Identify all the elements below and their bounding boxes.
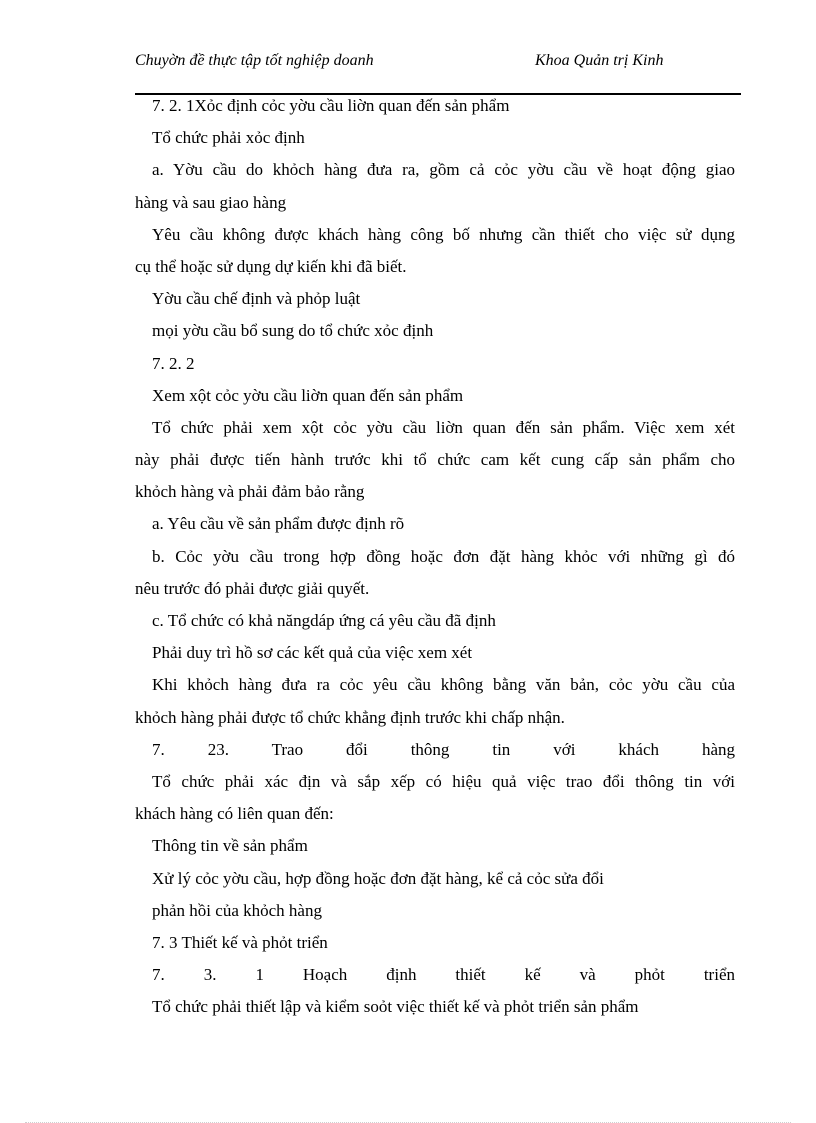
section-heading: 7. 3 Thiết kế và phỏt triển	[152, 932, 328, 952]
paragraph: nêu trước đó phải được giải quyết.	[135, 578, 370, 598]
paragraph: b. Cỏc yờu cầu trong hợp đồng hoặc đơn đặt hàng khỏc với những gì đó	[152, 546, 735, 566]
paragraph: c. Tổ chức có khả năngdáp ứng cá yêu cầu đã định	[152, 611, 496, 630]
paragraph: Khi khỏch hàng đưa ra cỏc yêu cầu không bằng văn bản, cỏc yờu cầu của	[152, 675, 735, 695]
section-heading: 7. 3. 1 Hoạch định thiết kế và phỏt triển	[152, 965, 735, 985]
paragraph: khỏch hàng phải được tổ chức khẳng định trước khi chấp nhận.	[135, 707, 565, 727]
paragraph: phản hồi của khỏch hàng	[152, 900, 322, 920]
section-heading: 7. 2. 1Xỏc định cỏc yờu cầu liờn quan đến sản phẩm	[152, 96, 510, 115]
paragraph: Yờu cầu chế định và phỏp luật	[152, 289, 361, 309]
paragraph: Xem xột cỏc yờu cầu liờn quan đến sản phẩm	[152, 385, 464, 405]
paragraph: Xử lý cỏc yờu cầu, hợp đồng hoặc đơn đặt hàng, kể cả cỏc sửa đổi	[152, 868, 604, 888]
paragraph: Tổ chức phải xem xột cỏc yờu cầu liờn quan đến sản phẩm. Việc xem xét	[152, 417, 735, 437]
header-right-text: Khoa Quản trị Kinh	[535, 52, 664, 69]
paragraph: hàng và sau giao hàng	[135, 192, 287, 212]
paragraph: a. Yờu cầu do khỏch hàng đưa ra, gồm cả cỏc yờu cầu về hoạt động giao	[152, 160, 735, 180]
paragraph: này phải được tiến hành trước khi tổ chức cam kết cung cấp sản phẩm cho	[135, 450, 735, 470]
header-left-text: Chuyờn đề thực tập tốt nghiệp doanh	[135, 52, 374, 69]
section-heading: 7. 23. Trao đổi thông tin với khách hàng	[152, 739, 735, 759]
paragraph: mọi yờu cầu bổ sung do tổ chức xỏc định	[152, 321, 434, 341]
paragraph: Tổ chức phải xỏc định	[152, 128, 305, 148]
paragraph: Thông tin về sản phẩm	[152, 836, 308, 856]
paragraph: Phải duy trì hồ sơ các kết quả của việc xem xét	[152, 643, 473, 663]
paragraph: khỏch hàng và phải đảm bảo rằng	[135, 482, 365, 502]
paragraph: khách hàng có liên quan đến:	[135, 804, 334, 824]
paragraph: Yêu cầu không được khách hàng công bố nhưng cần thiết cho việc sử dụng	[152, 224, 735, 244]
section-heading: 7. 2. 2	[152, 353, 195, 373]
paragraph: a. Yêu cầu về sản phẩm được định rõ	[152, 514, 405, 534]
paragraph: cụ thể hoặc sử dụng dự kiến khi đã biết.	[135, 256, 407, 276]
paragraph: Tổ chức phải xác địn và sắp xếp có hiệu quả việc trao đổi thông tin với	[152, 771, 735, 791]
paragraph: Tổ chức phải thiết lập và kiểm soỏt việc thiết kế và phỏt triển sản phẩm	[152, 997, 639, 1017]
document-body	[135, 93, 735, 1026]
page-header	[135, 50, 741, 95]
